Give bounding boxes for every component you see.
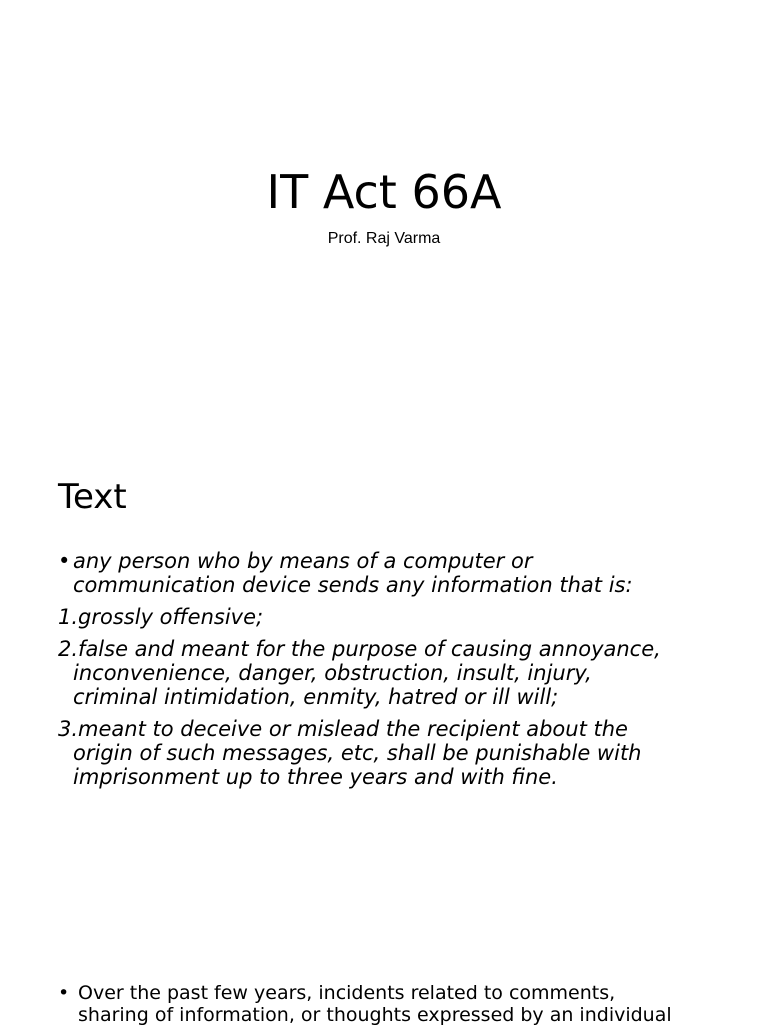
- intro-bullet: [58, 549, 748, 597]
- list-line: inconvenience, danger, obstruction, insult, injury,: [73, 661, 592, 685]
- list-line: grossly offensive;: [78, 605, 264, 629]
- bullet-marker: •: [58, 549, 71, 573]
- slide-body: [58, 982, 758, 1026]
- list-line: origin of such messages, etc, shall be punishable with: [73, 741, 642, 765]
- list-line: criminal intimidation, enmity, hatred or ill will;: [73, 685, 559, 709]
- list-line: imprisonment up to three years and with fine.: [73, 765, 558, 789]
- title-slide: [0, 0, 768, 432]
- list-item-3: [58, 717, 748, 789]
- slide-heading: Text: [58, 477, 127, 517]
- intro-line: communication device sends any information that is:: [73, 573, 633, 597]
- body-line: sharing of information, or thoughts expressed by an individual: [78, 1004, 672, 1026]
- intro-line: any person who by means of a computer or: [73, 549, 533, 573]
- slide-subtitle: Prof. Raj Varma: [327, 230, 441, 247]
- slide-body: [58, 549, 748, 797]
- list-line: meant to deceive or mislead the recipient about the: [78, 717, 628, 741]
- body-line: Over the past few years, incidents related to comments,: [78, 982, 616, 1004]
- slide-title: IT Act 66A: [266, 165, 502, 219]
- content-slide-partial: [0, 932, 768, 1024]
- list-item-1: [58, 605, 748, 629]
- list-line: false and meant for the purpose of causing annoyance,: [78, 637, 661, 661]
- bullet-marker: •: [58, 982, 70, 1004]
- list-item-2: [58, 637, 748, 709]
- list-number: 3.: [58, 717, 79, 741]
- list-number: 2.: [58, 637, 79, 661]
- body-bullet: [58, 982, 758, 1026]
- list-number: 1.: [58, 605, 79, 629]
- text-slide: [0, 432, 768, 932]
